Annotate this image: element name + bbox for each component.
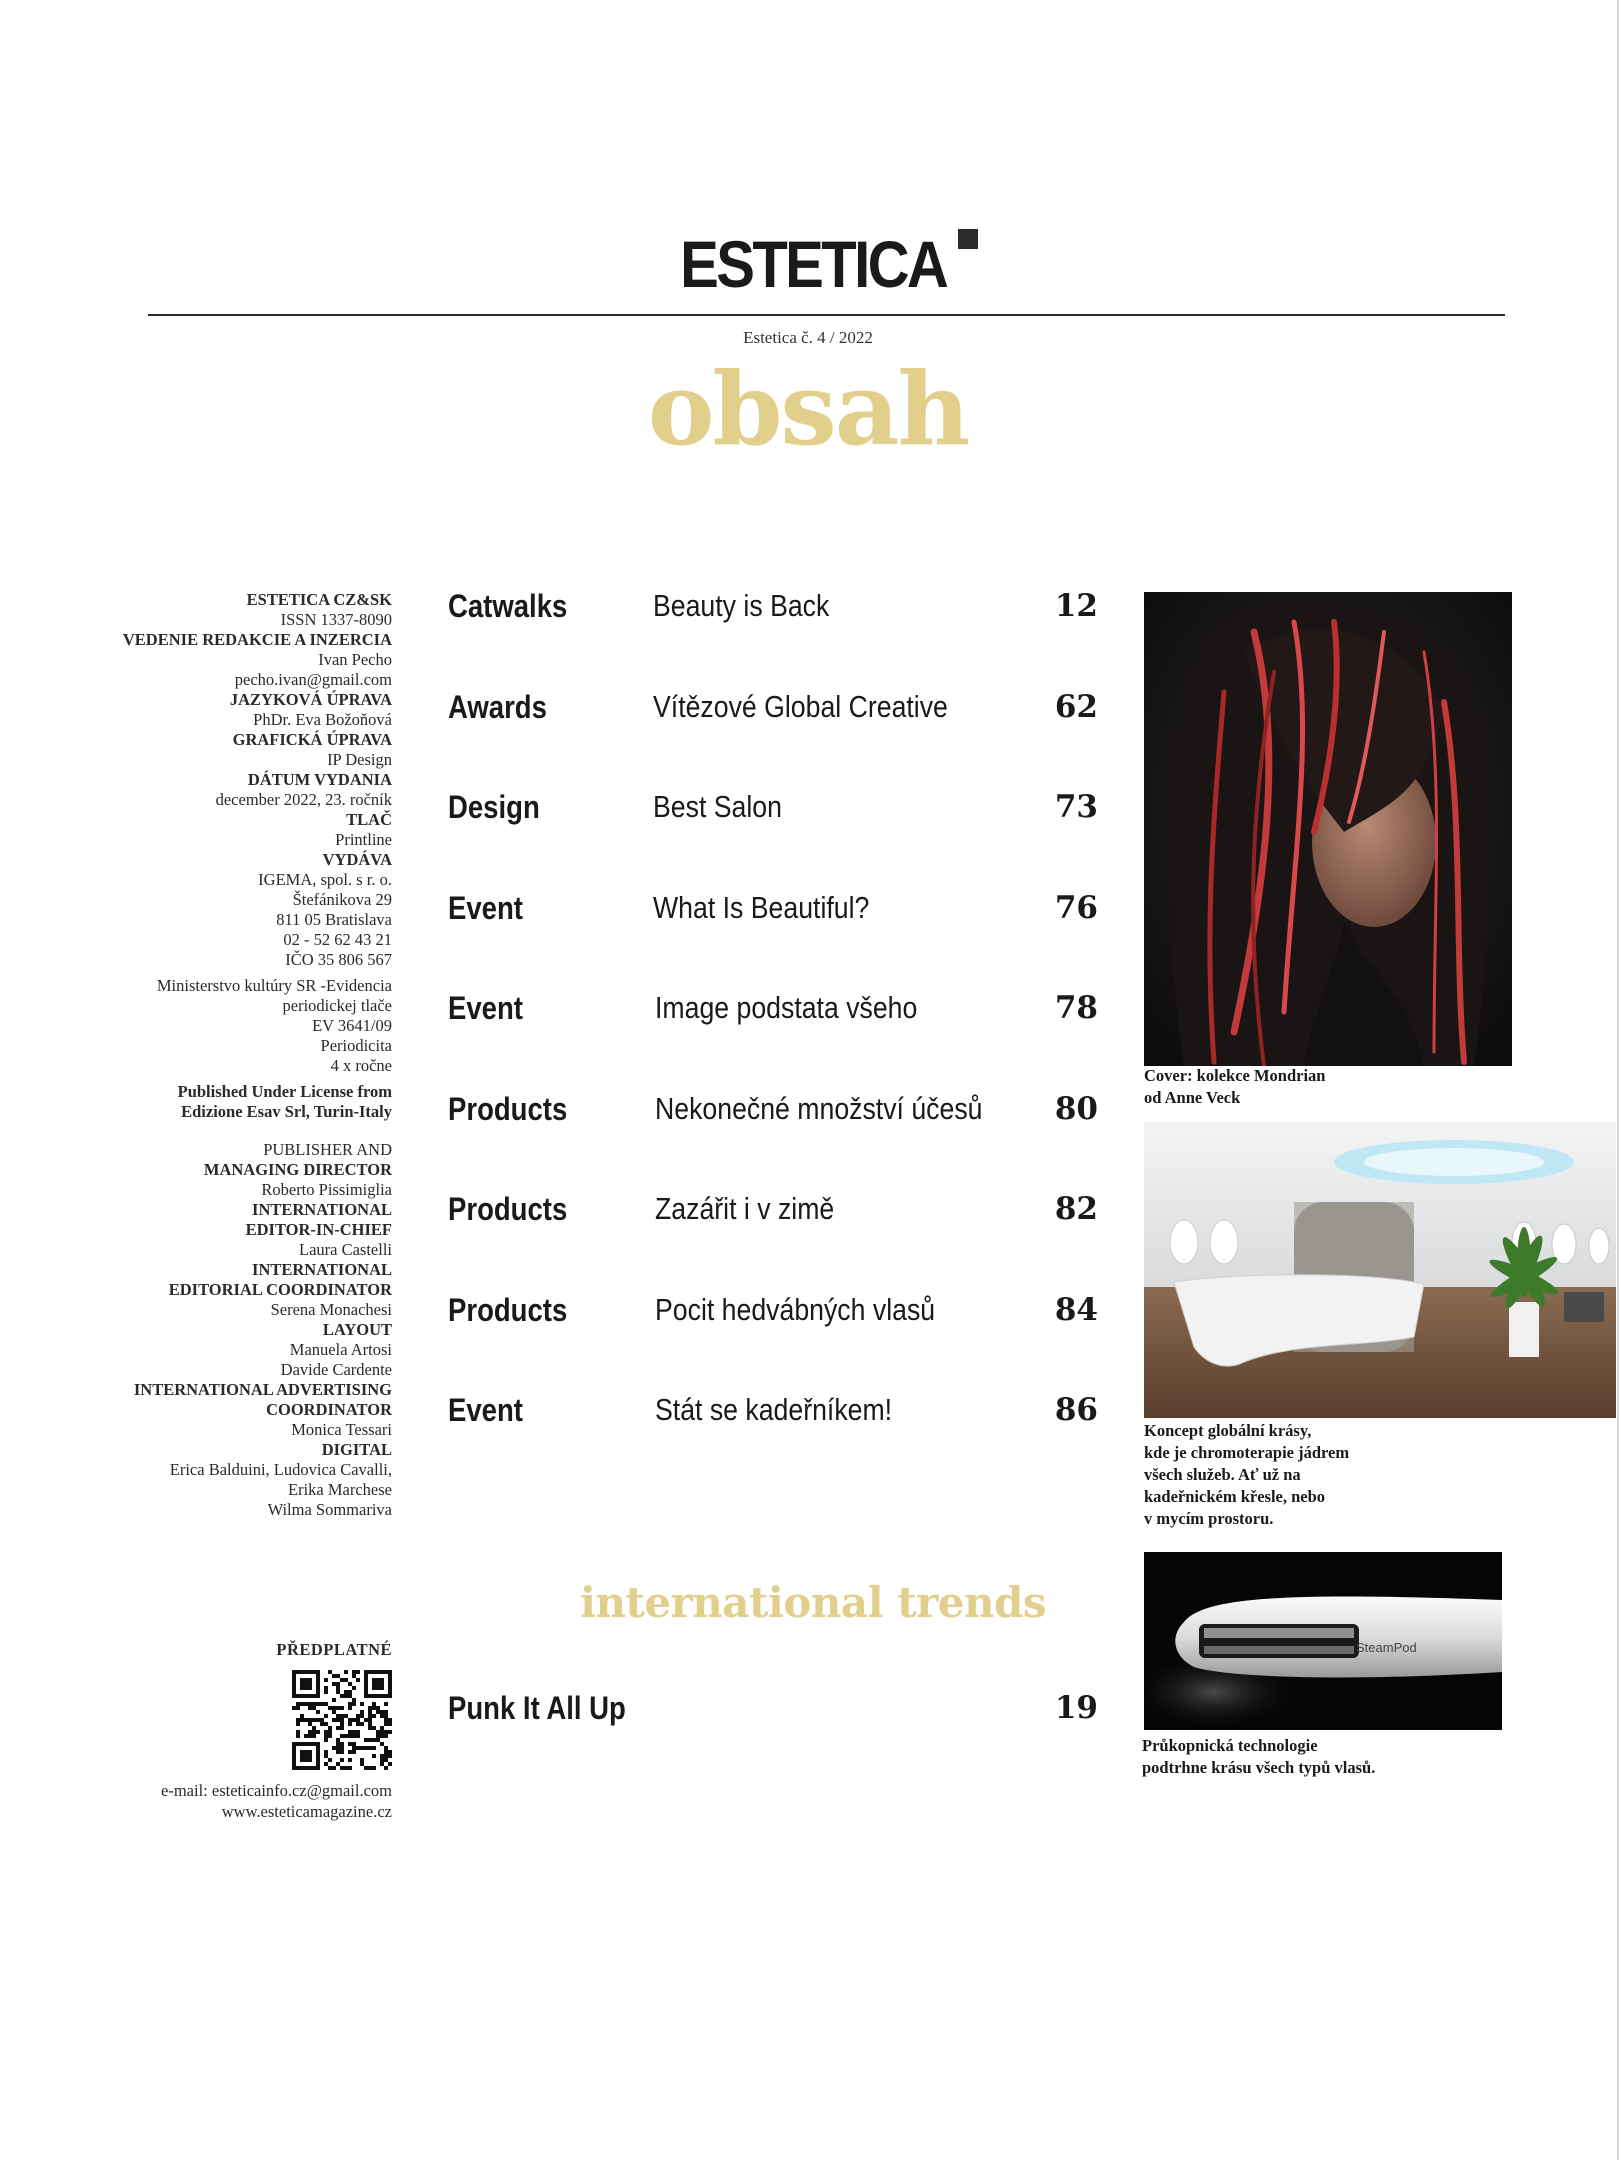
toc-title: Image podstata všeho: [655, 990, 918, 1025]
masthead-heading: DÁTUM VYDANIA: [247, 770, 392, 789]
qr-code-icon[interactable]: [292, 1670, 392, 1775]
subscription-title: PŘEDPLATNÉ: [276, 1640, 392, 1659]
masthead-heading: TLAČ: [346, 810, 392, 829]
toc-title: Vítězové Global Creative: [653, 689, 948, 724]
toc-page: 82: [1054, 1191, 1098, 1227]
masthead-line: 4 x ročne: [330, 1056, 392, 1075]
masthead-line: IGEMA, spol. s r. o.: [258, 870, 392, 889]
masthead-line: ISSN 1337-8090: [280, 610, 392, 629]
toc-category: Products: [448, 1091, 568, 1127]
toc-title: What Is Beautiful?: [653, 890, 870, 925]
toc-page: 84: [1054, 1292, 1098, 1328]
masthead-heading: PUBLISHER AND: [263, 1140, 392, 1159]
toc-row-international[interactable]: [448, 1690, 1098, 1730]
toc-category: Catwalks: [448, 588, 568, 624]
masthead-credits: [100, 590, 392, 1520]
contact-email[interactable]: e-mail: esteticainfo.cz@gmail.com: [161, 1781, 392, 1800]
page-title: obsah: [647, 350, 969, 468]
masthead-heading: MANAGING DIRECTOR: [203, 1160, 392, 1179]
toc-row[interactable]: [448, 1392, 1098, 1432]
contact-website[interactable]: www.esteticamagazine.cz: [221, 1802, 392, 1821]
toc-row[interactable]: [448, 588, 1098, 628]
issue-label: Estetica č. 4 / 2022: [743, 328, 873, 347]
toc-page: 12: [1054, 588, 1098, 624]
masthead-heading: INTERNATIONAL: [252, 1260, 392, 1279]
toc-row[interactable]: [448, 1292, 1098, 1332]
masthead-heading: GRAFICKÁ ÚPRAVA: [232, 730, 392, 749]
masthead-line: Monica Tessari: [291, 1420, 392, 1439]
contact-block: [100, 1780, 392, 1822]
toc-title: Nekonečné množství účesů: [655, 1091, 983, 1126]
steampod-photo: [1144, 1552, 1502, 1730]
toc-page: 62: [1054, 689, 1098, 725]
toc-page: 76: [1054, 890, 1098, 926]
toc-category: Event: [448, 1392, 523, 1428]
masthead-line: IP Design: [327, 750, 392, 769]
masthead-line: 02 - 52 62 43 21: [283, 930, 392, 949]
toc-row[interactable]: [448, 990, 1098, 1030]
toc-title: Pocit hedvábných vlasů: [655, 1292, 936, 1327]
brand-name: ESTETICA: [679, 227, 947, 301]
masthead-heading: JAZYKOVÁ ÚPRAVA: [229, 690, 392, 709]
masthead-line: periodickej tlače: [282, 996, 392, 1015]
toc-page: 80: [1054, 1091, 1098, 1127]
toc-category: Design: [448, 789, 540, 825]
masthead-heading: Edizione Esav Srl, Turin-Italy: [181, 1102, 392, 1121]
masthead-line: Printline: [335, 830, 392, 849]
toc-title: Stát se kadeřníkem!: [655, 1392, 893, 1427]
masthead-heading: INTERNATIONAL ADVERTISING: [133, 1380, 392, 1399]
toc-category: Products: [448, 1292, 568, 1328]
toc-row[interactable]: [448, 789, 1098, 829]
masthead-line: Manuela Artosi: [289, 1340, 392, 1359]
masthead-heading: Published Under License from: [177, 1082, 392, 1101]
masthead-line: pecho.ivan@gmail.com: [234, 670, 392, 689]
toc-row[interactable]: [448, 890, 1098, 930]
toc-category: Event: [448, 990, 523, 1026]
masthead-line: 811 05 Bratislava: [276, 910, 392, 929]
toc-title: Punk It All Up: [448, 1690, 626, 1726]
page-edge: [1617, 0, 1619, 2160]
toc-row[interactable]: [448, 689, 1098, 729]
masthead-heading: COORDINATOR: [266, 1400, 392, 1419]
masthead-line: Erica Balduini, Ludovica Cavalli,: [169, 1460, 392, 1479]
masthead-heading: EDITOR-IN-CHIEF: [245, 1220, 392, 1239]
brand-badge-icon: [958, 229, 978, 249]
masthead-heading: ESTETICA CZ&SK: [246, 590, 392, 609]
masthead-heading: EDITORIAL COORDINATOR: [168, 1280, 392, 1299]
toc-page: 86: [1054, 1392, 1098, 1428]
subscription-block: [100, 1640, 392, 1775]
masthead-line: Roberto Pissimiglia: [261, 1180, 392, 1199]
toc-category: Products: [448, 1191, 568, 1227]
toc-row[interactable]: [448, 1191, 1098, 1231]
masthead-line: Laura Castelli: [298, 1240, 392, 1259]
masthead-line: Erika Marchese: [288, 1480, 392, 1499]
masthead-heading: LAYOUT: [322, 1320, 392, 1339]
masthead-line: PhDr. Eva Božoňová: [253, 710, 392, 729]
masthead-heading: DIGITAL: [321, 1440, 392, 1459]
toc-category: Event: [448, 890, 523, 926]
masthead-line: december 2022, 23. ročník: [215, 790, 392, 809]
cover-caption: Cover: kolekce Mondrian od Anne Veck: [1144, 1066, 1326, 1107]
masthead-heading: VYDÁVA: [322, 850, 392, 869]
toc-title: Beauty is Back: [653, 588, 830, 623]
international-trends-heading: international trends: [580, 1578, 1046, 1627]
toc-page: 19: [1054, 1690, 1098, 1726]
toc-title: Best Salon: [653, 789, 782, 824]
steampod-caption: Průkopnická technologie podtrhne krásu všech typů vlasů.: [1142, 1736, 1376, 1777]
masthead-heading: INTERNATIONAL: [252, 1200, 392, 1219]
masthead-line: EV 3641/09: [312, 1016, 392, 1035]
cover-photo: [1144, 592, 1512, 1066]
toc-category: Awards: [448, 689, 547, 725]
masthead-line: Periodicita: [320, 1036, 392, 1055]
masthead-line: Štefánikova 29: [292, 890, 392, 909]
salon-photo: [1144, 1122, 1616, 1418]
iron-brand-text: SteamPod: [1356, 1640, 1417, 1655]
toc-page: 78: [1054, 990, 1098, 1026]
masthead-line: Wilma Sommariva: [267, 1500, 392, 1519]
toc-title: Zazářit i v zimě: [655, 1191, 835, 1226]
masthead-line: Serena Monachesi: [270, 1300, 392, 1319]
toc-page: 73: [1054, 789, 1098, 825]
header-rule: [148, 314, 1505, 316]
masthead-line: Davide Cardente: [280, 1360, 392, 1379]
masthead-line: IČO 35 806 567: [285, 950, 392, 969]
masthead-logo: [0, 226, 1621, 302]
masthead-line: Ivan Pecho: [318, 650, 392, 669]
masthead-line: Ministerstvo kultúry SR -Evidencia: [156, 976, 392, 995]
masthead-heading: VEDENIE REDAKCIE A INZERCIA: [122, 630, 392, 649]
salon-caption: Koncept globální krásy, kde je chromoterapie jádrem všech služeb. Ať už na kadeřnickém křesle, nebo v mycím prostoru.: [1144, 1421, 1350, 1528]
toc-row[interactable]: [448, 1091, 1098, 1131]
